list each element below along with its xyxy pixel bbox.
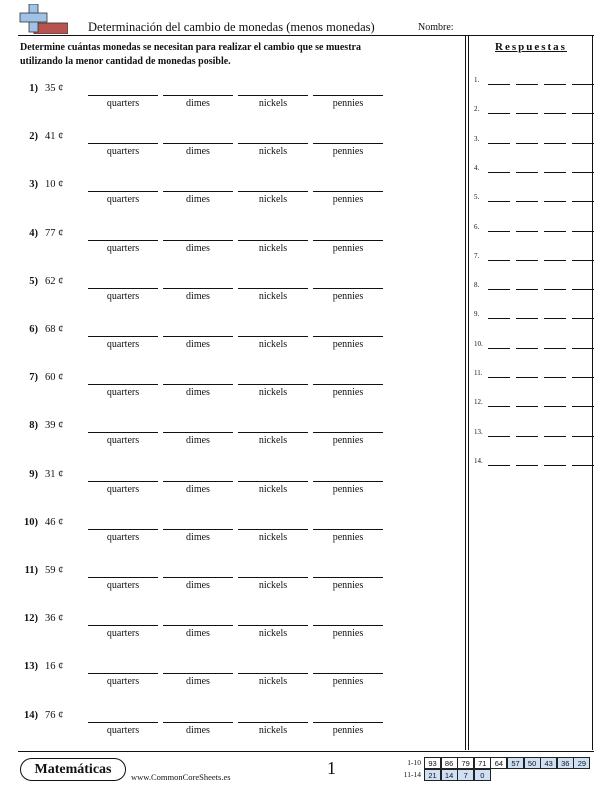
coin-label-nickels: nickels <box>258 98 288 109</box>
score-key-cell: 21 <box>424 769 441 781</box>
coin-label-pennies: pennies <box>332 98 364 109</box>
instructions-line-2: utilizando la menor cantidad de monedas posible. <box>20 56 231 67</box>
answer-line[interactable] <box>488 172 510 173</box>
answer-line[interactable] <box>488 84 510 85</box>
answer-line[interactable] <box>488 465 510 466</box>
problem-row <box>20 226 460 270</box>
coin-label-dimes: dimes <box>186 146 210 158</box>
answer-line[interactable] <box>488 436 510 437</box>
answer-line[interactable] <box>544 436 566 437</box>
answer-blank-nickels[interactable] <box>238 673 308 674</box>
answer-line[interactable] <box>516 172 538 173</box>
coin-label-nickels: nickels <box>258 483 288 495</box>
answer-row <box>474 340 592 354</box>
answer-blank-dimes[interactable] <box>163 336 233 337</box>
answer-blank-nickels[interactable] <box>238 481 308 482</box>
answer-line[interactable] <box>516 436 538 437</box>
problem-row <box>20 659 460 703</box>
score-key-cell: 64 <box>490 757 507 769</box>
coin-label-nickels: nickels <box>258 242 288 254</box>
answer-number: 9. <box>474 310 480 319</box>
footer-rule <box>18 751 594 752</box>
coin-label-dimes: dimes <box>186 435 210 447</box>
answer-number: 11. <box>474 369 483 377</box>
subject-badge <box>20 758 126 781</box>
answer-blank-pennies[interactable] <box>313 722 383 723</box>
answer-line[interactable] <box>488 201 510 202</box>
answer-line[interactable] <box>516 406 538 407</box>
coin-label-quarters: quarters <box>106 483 140 495</box>
answer-line[interactable] <box>488 143 510 144</box>
answer-line[interactable] <box>516 201 538 202</box>
answer-row <box>474 193 592 207</box>
answer-blank-pennies[interactable] <box>313 625 383 626</box>
coin-label-nickels: nickels <box>258 531 288 543</box>
answer-number: 7. <box>474 251 480 260</box>
score-key-cell: 29 <box>573 757 590 769</box>
problem-amount: 77 ¢ <box>45 227 64 239</box>
coin-label-dimes: dimes <box>186 194 210 206</box>
answer-row <box>474 223 592 237</box>
answer-number: 5. <box>474 193 480 202</box>
problem-row <box>20 370 460 414</box>
coin-label-quarters: quarters <box>106 435 140 447</box>
answer-line[interactable] <box>572 465 594 466</box>
problem-number: 3) <box>29 179 38 191</box>
answer-line[interactable] <box>572 84 594 85</box>
answer-row <box>474 369 592 383</box>
answer-row <box>474 76 592 90</box>
answer-row <box>474 105 592 119</box>
answer-number: 1. <box>474 76 480 84</box>
answer-blank-quarters[interactable] <box>88 384 158 385</box>
answer-blank-pennies[interactable] <box>313 143 383 144</box>
problem-number: 6) <box>29 324 38 335</box>
answer-blank-quarters[interactable] <box>88 191 158 192</box>
problem-amount: 59 ¢ <box>45 565 64 576</box>
problem-amount: 76 ¢ <box>45 709 64 721</box>
answer-number: 3. <box>474 134 480 143</box>
coin-label-pennies: pennies <box>332 531 364 543</box>
problem-amount: 41 ¢ <box>45 131 64 143</box>
answers-title: Respuestas <box>495 41 567 53</box>
answer-blank-dimes[interactable] <box>163 722 233 723</box>
answer-blank-dimes[interactable] <box>163 577 233 578</box>
column-divider <box>465 36 469 750</box>
answer-blank-quarters[interactable] <box>88 577 158 578</box>
answer-number: 8. <box>474 281 480 290</box>
problem-row <box>20 274 460 318</box>
problem-row <box>20 563 460 607</box>
page-number: 1 <box>327 758 336 778</box>
coin-label-quarters: quarters <box>106 146 140 158</box>
problem-row <box>20 611 460 655</box>
answer-number: 10. <box>474 339 483 348</box>
coin-label-nickels: nickels <box>258 290 288 302</box>
answer-blank-quarters[interactable] <box>88 288 158 289</box>
problem-amount: 31 ¢ <box>45 468 64 480</box>
answer-blank-dimes[interactable] <box>163 673 233 674</box>
answer-line[interactable] <box>572 231 594 232</box>
answer-line[interactable] <box>488 377 510 378</box>
answer-blank-dimes[interactable] <box>163 432 233 433</box>
answer-line[interactable] <box>516 143 538 144</box>
coin-label-pennies: pennies <box>332 580 364 591</box>
coin-label-dimes: dimes <box>186 98 210 109</box>
answer-line[interactable] <box>572 113 594 114</box>
answer-line[interactable] <box>516 260 538 261</box>
answer-blank-nickels[interactable] <box>238 191 308 192</box>
answer-blank-dimes[interactable] <box>163 240 233 241</box>
problem-number: 1) <box>29 83 38 94</box>
answer-blank-pennies[interactable] <box>313 529 383 530</box>
answer-row <box>474 252 592 266</box>
coin-label-dimes: dimes <box>186 531 210 543</box>
problem-amount: 10 ¢ <box>45 179 64 191</box>
answer-blank-quarters[interactable] <box>88 432 158 433</box>
answer-number: 12. <box>474 398 483 407</box>
answer-row <box>474 457 592 471</box>
answer-line[interactable] <box>544 231 566 232</box>
answer-line[interactable] <box>516 231 538 232</box>
problem-row <box>20 467 460 511</box>
answer-blank-pennies[interactable] <box>313 432 383 433</box>
answer-blank-nickels[interactable] <box>238 432 308 433</box>
answer-blank-quarters[interactable] <box>88 673 158 674</box>
worksheet-title: Determinación del cambio de monedas (menos monedas) <box>88 20 375 34</box>
coin-label-dimes: dimes <box>186 628 210 640</box>
answer-blank-quarters[interactable] <box>88 336 158 337</box>
answer-blank-pennies[interactable] <box>313 240 383 241</box>
answer-line[interactable] <box>572 289 594 290</box>
coin-label-nickels: nickels <box>258 194 288 206</box>
answer-blank-dimes[interactable] <box>163 481 233 482</box>
answer-blank-quarters[interactable] <box>88 625 158 626</box>
answer-line[interactable] <box>488 113 510 114</box>
answer-blank-pennies[interactable] <box>313 481 383 482</box>
answer-row <box>474 310 592 324</box>
score-key-cell: 93 <box>424 757 441 769</box>
coin-label-pennies: pennies <box>332 387 364 399</box>
problem-amount: 35 ¢ <box>45 83 64 94</box>
answer-blank-quarters[interactable] <box>88 143 158 144</box>
answer-line[interactable] <box>544 113 566 114</box>
coin-label-pennies: pennies <box>332 242 364 254</box>
answer-row <box>474 135 592 149</box>
score-key-cell: 7 <box>457 769 474 781</box>
answer-blank-quarters[interactable] <box>88 95 158 96</box>
problem-number: 2) <box>29 131 38 143</box>
coin-label-pennies: pennies <box>332 483 364 495</box>
score-key-label: 11-14 <box>403 770 421 779</box>
answer-row <box>474 398 592 412</box>
answer-row <box>474 164 592 178</box>
problem-number: 9) <box>29 468 38 480</box>
answer-blank-nickels[interactable] <box>238 577 308 578</box>
coin-label-pennies: pennies <box>332 676 364 688</box>
answer-line[interactable] <box>516 84 538 85</box>
answer-line[interactable] <box>572 377 594 378</box>
score-key-cell: 14 <box>441 769 458 781</box>
answer-line[interactable] <box>488 289 510 290</box>
coin-label-dimes: dimes <box>186 676 210 688</box>
coin-label-pennies: pennies <box>332 194 364 206</box>
answer-blank-pennies[interactable] <box>313 288 383 289</box>
problem-amount: 60 ¢ <box>45 372 64 384</box>
coin-label-quarters: quarters <box>106 98 140 109</box>
answer-blank-quarters[interactable] <box>88 240 158 241</box>
answer-line[interactable] <box>516 348 538 349</box>
answer-blank-dimes[interactable] <box>163 288 233 289</box>
answer-line[interactable] <box>544 172 566 173</box>
coin-label-nickels: nickels <box>258 580 288 591</box>
problem-number: 5) <box>29 275 38 287</box>
answer-line[interactable] <box>544 465 566 466</box>
answer-line[interactable] <box>516 318 538 319</box>
answer-line[interactable] <box>488 318 510 319</box>
coin-label-quarters: quarters <box>106 194 140 206</box>
score-key-cell: 86 <box>441 757 458 769</box>
problem-number: 8) <box>29 420 38 432</box>
answer-blank-pennies[interactable] <box>313 336 383 337</box>
coin-label-quarters: quarters <box>106 580 140 591</box>
score-key-label: 1-10 <box>407 758 421 767</box>
answer-blank-nickels[interactable] <box>238 529 308 530</box>
instructions <box>20 41 460 69</box>
problem-row <box>20 81 460 125</box>
answer-blank-nickels[interactable] <box>238 722 308 723</box>
score-key-cell: 71 <box>474 757 491 769</box>
coin-label-dimes: dimes <box>186 580 210 591</box>
problem-row <box>20 515 460 559</box>
coin-label-quarters: quarters <box>106 242 140 254</box>
coin-label-pennies: pennies <box>332 339 364 350</box>
answer-blank-nickels[interactable] <box>238 288 308 289</box>
answer-blank-nickels[interactable] <box>238 336 308 337</box>
coin-label-dimes: dimes <box>186 242 210 254</box>
site-url: www.CommonCoreSheets.es <box>131 772 231 782</box>
coin-label-quarters: quarters <box>106 628 140 640</box>
score-key-cell: 57 <box>507 757 524 769</box>
answer-blank-pennies[interactable] <box>313 384 383 385</box>
name-label: Nombre: <box>418 22 454 33</box>
answer-blank-pennies[interactable] <box>313 95 383 96</box>
answer-line[interactable] <box>544 377 566 378</box>
header-rule <box>18 35 594 36</box>
coin-label-nickels: nickels <box>258 724 288 736</box>
plus-logo-icon <box>18 4 68 34</box>
answer-blank-dimes[interactable] <box>163 143 233 144</box>
answer-line[interactable] <box>488 348 510 349</box>
answer-line[interactable] <box>572 260 594 261</box>
answer-blank-nickels[interactable] <box>238 240 308 241</box>
problem-row <box>20 177 460 221</box>
answer-blank-dimes[interactable] <box>163 191 233 192</box>
problem-row <box>20 129 460 173</box>
coin-label-quarters: quarters <box>106 387 140 399</box>
answer-blank-dimes[interactable] <box>163 529 233 530</box>
problem-row <box>20 322 460 366</box>
answer-line[interactable] <box>488 406 510 407</box>
answer-number: 2. <box>474 105 480 114</box>
problem-number: 4) <box>29 227 38 239</box>
answer-line[interactable] <box>488 260 510 261</box>
coin-label-quarters: quarters <box>106 531 140 543</box>
answer-number: 4. <box>474 163 480 172</box>
coin-label-dimes: dimes <box>186 724 210 736</box>
answer-number: 6. <box>474 222 480 231</box>
answer-blank-pennies[interactable] <box>313 673 383 674</box>
answer-row <box>474 281 592 295</box>
instructions-line-1: Determine cuántas monedas se necesitan para realizar el cambio que se muestra <box>20 42 361 53</box>
answer-blank-dimes[interactable] <box>163 384 233 385</box>
answer-blank-quarters[interactable] <box>88 722 158 723</box>
problem-number: 13) <box>24 661 38 673</box>
coin-label-pennies: pennies <box>332 628 364 640</box>
coin-label-pennies: pennies <box>332 146 364 158</box>
coin-label-nickels: nickels <box>258 146 288 158</box>
coin-label-dimes: dimes <box>186 387 210 399</box>
answer-line[interactable] <box>516 113 538 114</box>
score-key-cell: 36 <box>557 757 574 769</box>
answer-line[interactable] <box>516 465 538 466</box>
coin-label-dimes: dimes <box>186 339 210 350</box>
answer-blank-nickels[interactable] <box>238 625 308 626</box>
answer-line[interactable] <box>572 348 594 349</box>
answer-blank-quarters[interactable] <box>88 529 158 530</box>
coin-label-nickels: nickels <box>258 387 288 399</box>
answer-line[interactable] <box>572 436 594 437</box>
answer-line[interactable] <box>544 84 566 85</box>
problem-amount: 39 ¢ <box>45 420 64 432</box>
answer-line[interactable] <box>516 289 538 290</box>
score-key-cell: 0 <box>474 769 491 781</box>
score-key-cell: 43 <box>540 757 557 769</box>
coin-label-nickels: nickels <box>258 435 288 447</box>
answer-line[interactable] <box>544 143 566 144</box>
problem-number: 7) <box>29 372 38 384</box>
coin-label-quarters: quarters <box>106 339 140 350</box>
subject-badge-label: Matemáticas <box>34 761 112 777</box>
answer-blank-dimes[interactable] <box>163 625 233 626</box>
answer-line[interactable] <box>544 348 566 349</box>
coin-label-dimes: dimes <box>186 483 210 495</box>
answer-line[interactable] <box>572 143 594 144</box>
problem-amount: 62 ¢ <box>45 275 64 287</box>
problem-amount: 16 ¢ <box>45 661 64 673</box>
coin-label-nickels: nickels <box>258 339 288 350</box>
answer-number: 13. <box>474 427 483 436</box>
coin-label-nickels: nickels <box>258 628 288 640</box>
answer-line[interactable] <box>544 260 566 261</box>
answer-line[interactable] <box>516 377 538 378</box>
problem-amount: 46 ¢ <box>45 516 64 528</box>
answer-line[interactable] <box>572 201 594 202</box>
coin-label-dimes: dimes <box>186 290 210 302</box>
answer-blank-nickels[interactable] <box>238 95 308 96</box>
answer-blank-nickels[interactable] <box>238 143 308 144</box>
answer-blank-pennies[interactable] <box>313 577 383 578</box>
problem-number: 12) <box>24 613 38 625</box>
problem-amount: 68 ¢ <box>45 324 64 335</box>
problem-row <box>20 708 460 752</box>
problem-number: 11) <box>24 565 38 576</box>
answer-line[interactable] <box>572 318 594 319</box>
answer-line[interactable] <box>544 406 566 407</box>
answer-blank-dimes[interactable] <box>163 95 233 96</box>
problem-number: 14) <box>24 709 38 721</box>
coin-label-quarters: quarters <box>106 724 140 736</box>
answer-blank-nickels[interactable] <box>238 384 308 385</box>
score-key-cell: 50 <box>524 757 541 769</box>
answer-blank-quarters[interactable] <box>88 481 158 482</box>
answer-number: 14. <box>474 456 483 465</box>
answer-line[interactable] <box>544 318 566 319</box>
answer-row <box>474 428 592 442</box>
answer-line[interactable] <box>544 289 566 290</box>
answer-blank-pennies[interactable] <box>313 191 383 192</box>
answer-line[interactable] <box>572 406 594 407</box>
coin-label-pennies: pennies <box>332 435 364 447</box>
problem-row <box>20 418 460 462</box>
problem-amount: 36 ¢ <box>45 613 64 625</box>
coin-label-quarters: quarters <box>106 290 140 302</box>
coin-label-pennies: pennies <box>332 290 364 302</box>
coin-label-nickels: nickels <box>258 676 288 688</box>
problem-number: 10) <box>24 516 38 528</box>
score-key-cell: 79 <box>457 757 474 769</box>
answer-line[interactable] <box>544 201 566 202</box>
answer-line[interactable] <box>572 172 594 173</box>
coin-label-quarters: quarters <box>106 676 140 688</box>
coin-label-pennies: pennies <box>332 724 364 736</box>
answer-line[interactable] <box>488 231 510 232</box>
